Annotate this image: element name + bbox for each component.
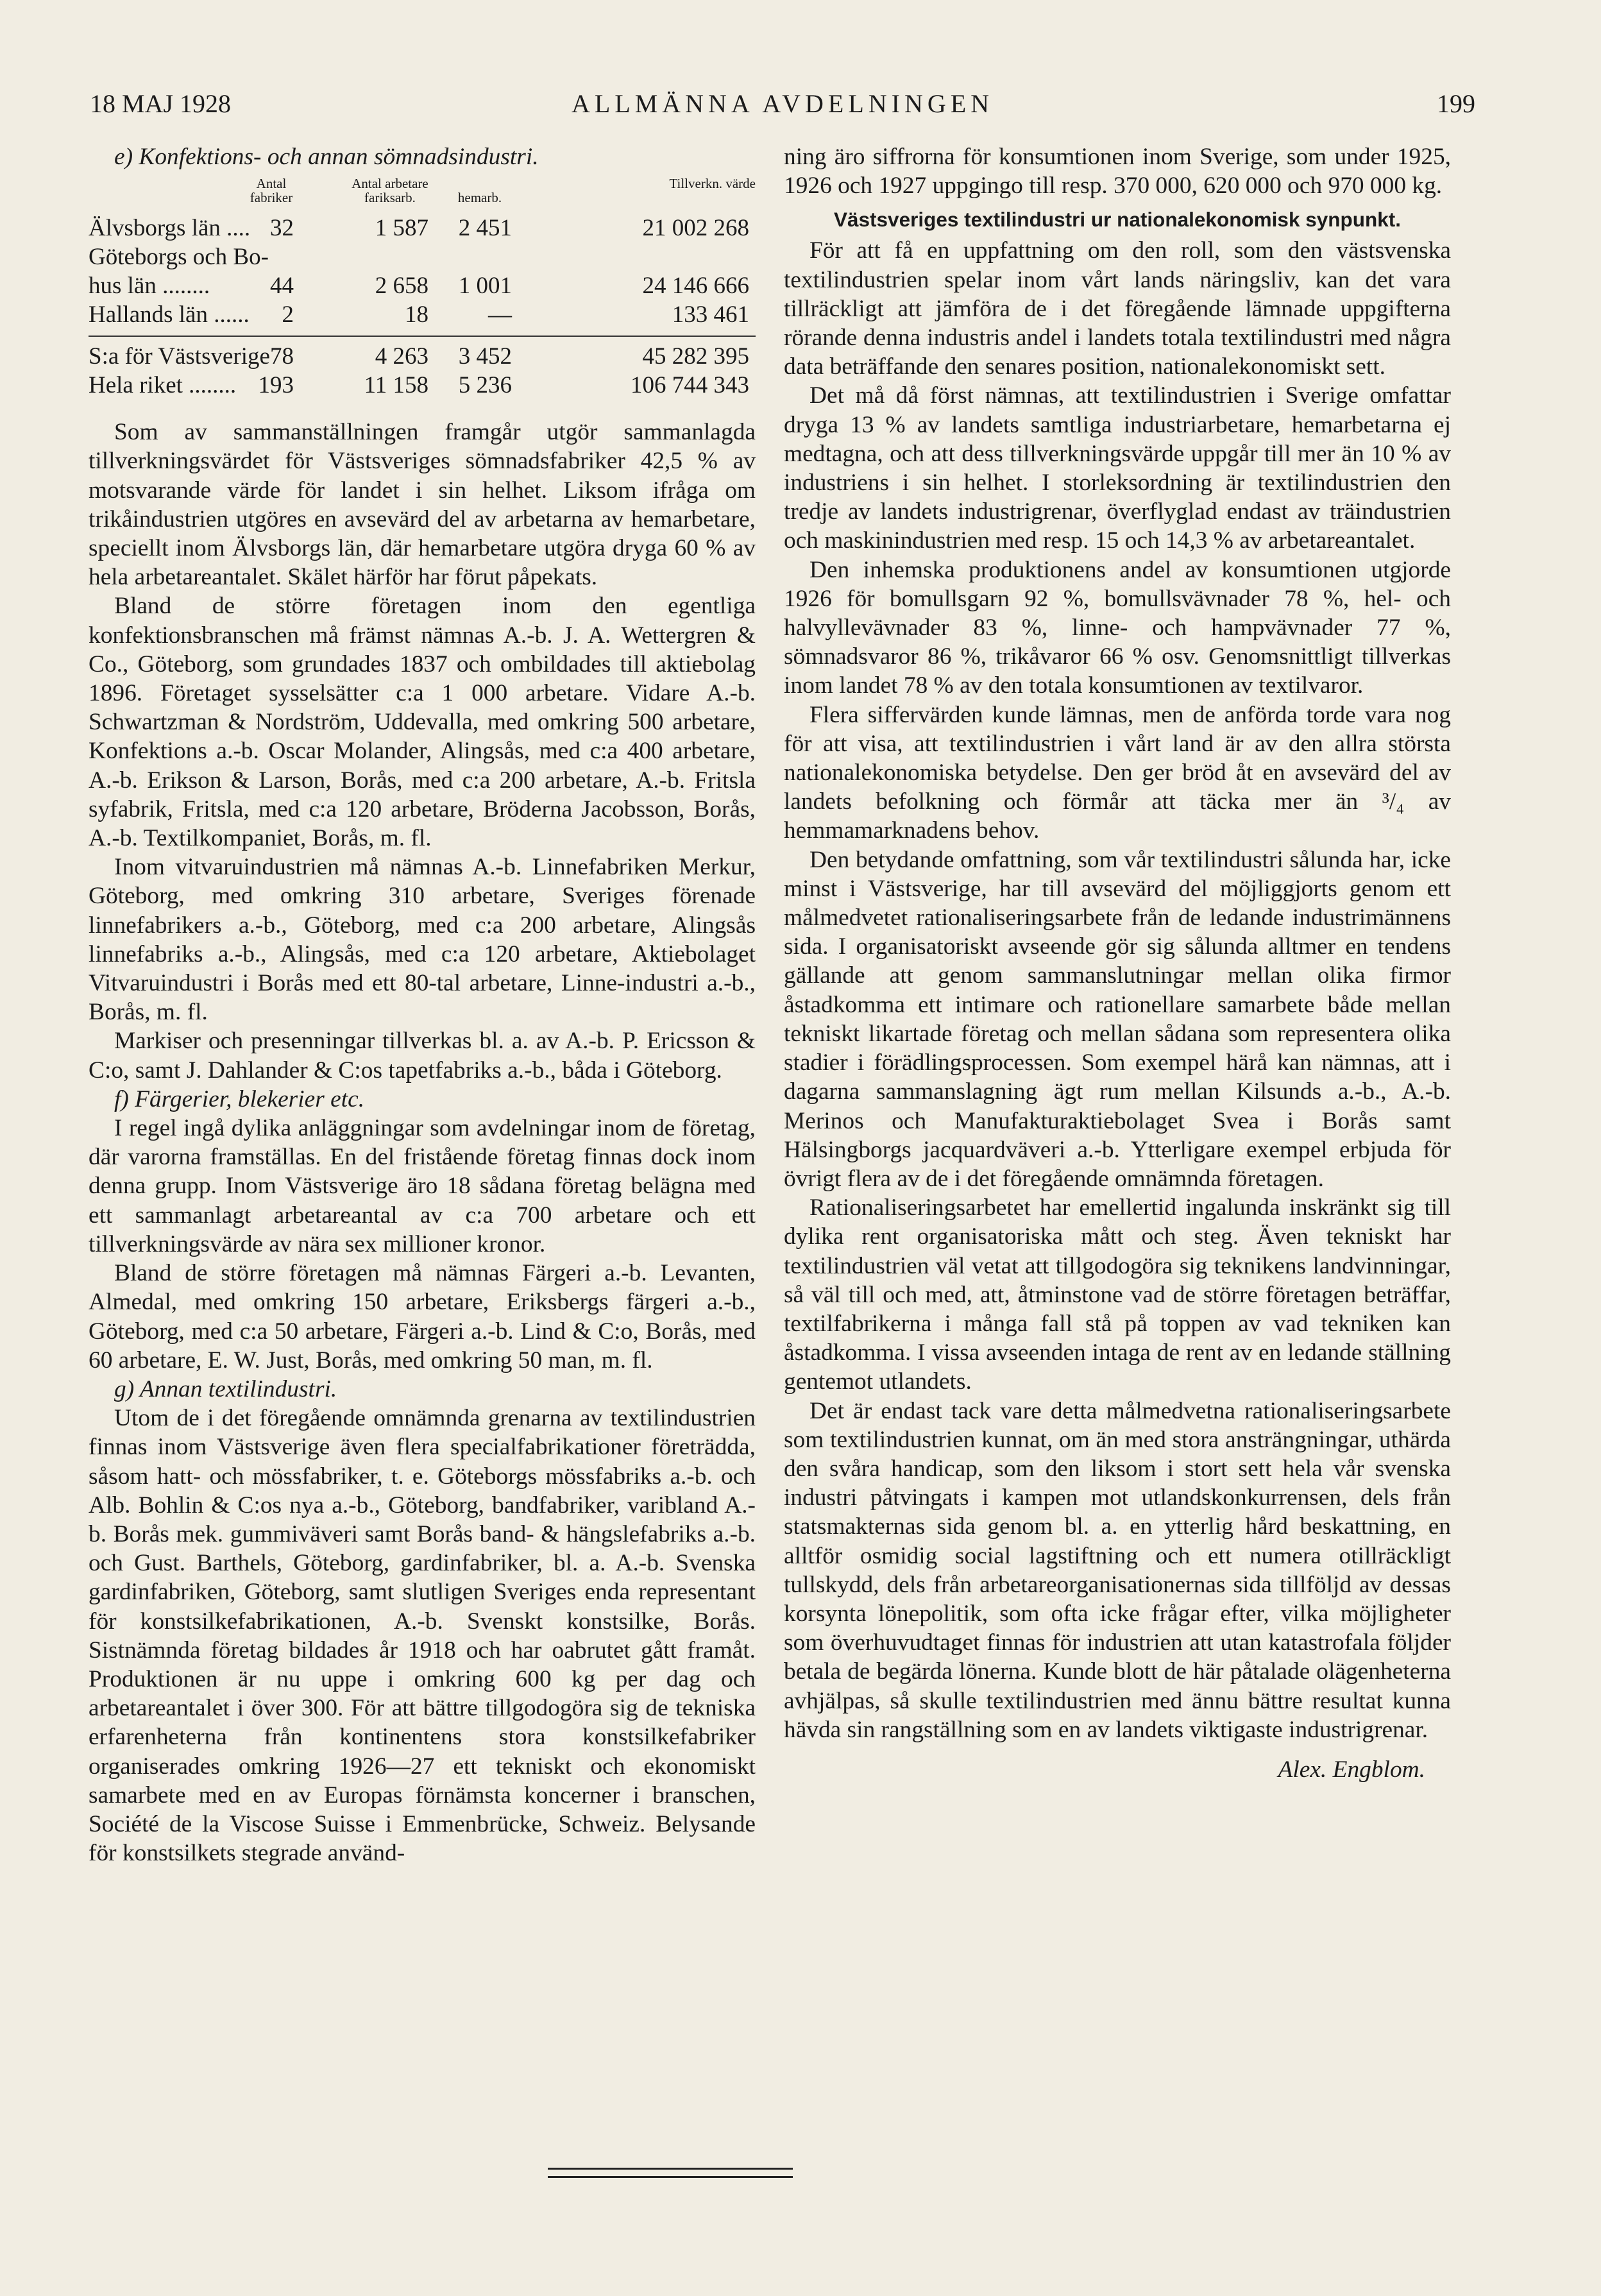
header-title: ALLMÄNNA AVDELNINGEN <box>571 89 994 118</box>
section-heading-g: g) Annan textilindustri. <box>114 1375 337 1402</box>
paragraph: Den betydande omfattning, som vår textilindustri sålunda har, icke minst i Västsverige, har till avsevärd del möjliggjorts genom ett målmedvetet rationaliseringsarbete från de ledande industrimännens sida. I organisatoriskt avseende gör sig sålunda alltmer en tendens gällande att genom sammanslutningar mellan olika firmor åstadkomma ett intimare och rationellare samarbete både mellan tekniskt likartade företag och mellan sådana som representera olika stadier i förädlingsprocessen. Som exempel härå kan nämnas, att i dagarna sammanslagning ägt rum mellan Kilsunds a.-b., A.-b. Merinos och Manufakturaktiebolaget Svea i Borås samt Hälsingborgs jacquardväveri a.-b. Ytterligare exempel erbjuda för övrigt flera av de i det föregående omnämnda företagen. <box>784 846 1451 1192</box>
col-header-fariksarb: Antal arbetare fariksarb. <box>352 176 428 206</box>
paragraph: Inom vitvaruindustrien må nämnas A.-b. Linnefabriken Merkur, Göteborg, med omkring 310 arbetare, Sveriges förenade linnefabrikers a.-b., Göteborg, med c:a 200 arbetare, Alingsås linnefabriks a.-b., Alingsås, med c:a 120 arbetare, Aktiebolaget Vitvaruindustri i Borås med ett 80-tal arbetare, Linne-industri a.-b., Borås, m. fl. <box>89 854 756 1026</box>
cell-fabriker: 44 <box>270 273 294 300</box>
section-heading-e: e) Konfektions- och annan sömnadsindustri. <box>114 144 539 170</box>
paragraph: Rationaliseringsarbetet har emellertid ingalunda inskränkt sig till dylika rent organisatoriska mått och steg. Även tekniskt har textilindustrien väl vetat att tillgodogöra sig teknikens landvinningar, så väl till och med, att, åtminstone vad de större företagen beträffar, textilfabrikerna i många fall stå på toppen av vad tekniken kan åstadkomma. I vissa avseenden intaga de rent av en ledande ställning gentemot utlandets. <box>784 1195 1451 1395</box>
row-label: Hallands län ...... <box>89 302 250 328</box>
bottom-divider <box>548 2168 793 2178</box>
cell-fariksarb: 4 263 <box>375 343 428 370</box>
col-header-varde: Tillverkn. värde <box>669 176 756 192</box>
header-date: 18 MAJ 1928 <box>90 89 232 118</box>
paragraph: För att få en uppfattning om den roll, som den västsvenska textilindustrien spelar inom vårt lands näringsliv, kan det vara tillräckligt att jämföra de i det föregående lämnade uppgifterna rörande denna industris andel i landets totala textilindustri med några data beträffande den senares position, nationalekonomiskt sett. <box>784 237 1451 380</box>
cell-hemarb: 3 452 <box>458 343 512 370</box>
paragraph: Bland de större företagen inom den egentliga konfektionsbranschen må främst nämnas A.-b. J. A. Wettergren & Co., Göteborg, som grundades 1837 och ombildades till aktiebolag 1896. Företaget sysselsätter c:a 1 000 arbetare. Vidare A.-b. Schwartzman & Nordström, Uddevalla, med omkring 500 arbetare, Konfektions a.-b. Oscar Molander, Alingsås, med c:a 400 arbetare, A.-b. Erikson & Larson, Borås, med c:a 200 arbetare, A.-b. Fritsla syfabrik, Fritsla, med c:a 120 arbetare, Bröderna Jacobsson, Borås, A.-b. Textilkompaniet, Borås, m. fl. <box>89 593 756 852</box>
paragraph: Som av sammanställningen framgår utgör sammanlagda tillverkningsvärdet för Västsveriges sömnadsfabriker 42,5 % av motsvarande värde för landet i sin helhet. Liksom ifråga om trikåindustrien utgöres en avsevärd del av arbetarna av hemarbetare, speciellt inom Älvsborgs län, där hemarbetare utgöra dryga 60 % av hela arbetareantalet. Skälet härför har förut påpekats. <box>89 419 756 591</box>
paragraph: Bland de större företagen må nämnas Färgeri a.-b. Levanten, Almedal, med omkring 150 arbetare, Eriksbergs färgeri a.-b., Göteborg, med c:a 50 arbetare, Färgeri a.-b. Lind & C:o, Borås, med 60 arbetare, E. W. Just, Borås, med omkring 50 man, m. fl. <box>89 1260 756 1373</box>
paragraph: Det är endast tack vare detta målmedvetna rationaliseringsarbete som textilindustrien kunnat, om än med stora ansträngningar, uthärda den svåra handicap, som den liksom i stort sett hela vår svenska industri påtvingats i kampen mot utlandskonkurrensen, dels från statsmakternas sida genom bl. a. en ytterlig hård beskattning, en alltför osmidig social lagstiftning och ett numera otillräckligt tullskydd, dels från arbetareorganisationernas sida tillföljd av dessas korsynta lönepolitik, som ofta icke frågar efter, vilka möjligheter som överhuvudtaget finnas för industrien att utan katastrofala följder betala de begärda lönerna. Kunde blott de här påtalade olägenheterna avhjälpas, så skulle textilindustrien med ännu bättre resultat kunna hävda sin rangställning som en av landets viktigaste industrigrenar. <box>784 1397 1451 1743</box>
paragraph: Det må då först nämnas, att textilindustrien i Sverige omfattar dryga 13 % av landets samtliga industriarbetare, hemarbetarna ej medtagna, och att dess tillverkningsvärde uppgår till mer än 10 % av industriens i sin helhet. I storleksordning är textilindustrien den tredje av landets industrigrenar, överflyglad endast av träindustrien och maskinindustrien med resp. 15 och 14,3 % av arbetareantalet. <box>784 382 1451 554</box>
paragraph: Utom de i det föregående omnämnda grenarna av textilindustrien finnas inom Västsverige även flera specialfabrikationer företrädda, såsom hatt- och mössfabriker, t. e. Göteborgs mössfabriks a.-b. och Alb. Bohlin & C:os nya a.-b., Göteborg, bandfabriker, varibland A.-b. Borås mek. gummiväveri samt Borås band- & hängslefabriks a.-b. och Gust. Barthels, Göteborg, gardinfabriker, bl. a. A.-b. Svenska gardinfabriken, Göteborg, samt slutligen Sveriges enda representant för konstsilkefabrikationen, A.-b. Svenskt konstsilke, Borås. Sistnämnda företag bildades år 1918 och har oabrutet gått framåt. Produktionen är nu uppe i omkring 600 kg per dag och arbetareantalet i över 300. För att bättre tillgodogöra sig de tekniska erfarenheterna från kontinentens stora konstsilkefabriker organiserades omkring 1926—27 ett tekniskt och ekonomiskt samarbete med en av Europas förnämsta koncerner i branschen, Société de la Viscose Suisse i Emmenbrücke, Schweiz. Belysande för konstsilkets stegrade använd- <box>89 1405 756 1867</box>
table-total-row <box>89 342 756 371</box>
cell-fariksarb: 18 <box>405 302 428 328</box>
row-label: Göteborgs och Bo- <box>89 244 269 271</box>
section-subheading: Västsveriges textilindustri ur nationalekonomisk synpunkt. <box>834 208 1401 232</box>
paragraph: Den inhemska produktionens andel av konsumtionen utgjorde 1926 för bomullsgarn 92 %, bomullsvävnader 78 %, hel- och halvyllevävnader 83 %, linne- och hampvävnader 77 %, sömnadsvaror 86 %, trikåvaror 66 % osv. Genomsnittligt tillverkas inom landet 78 % av den totala konsumtionen av textilvaror. <box>784 556 1451 699</box>
cell-fabriker: 78 <box>270 343 294 370</box>
paragraph: ning äro siffrorna för konsumtionen inom Sverige, som under 1925, 1926 och 1927 uppgingo till resp. 370 000, 620 000 och 970 000 kg. <box>784 144 1451 200</box>
paragraph: I regel ingå dylika anläggningar som avdelningar inom de företag, där varorna framställas. En del fristående företag finnas dock inom denna grupp. Inom Västsverige äro 18 sådana företag belägna med ett sammanlagt arbetareantal av c:a 700 arbetare och ett tillverkningsvärde av nära sex millioner kronor. <box>89 1115 756 1257</box>
cell-hemarb: — <box>488 302 512 328</box>
table-row <box>89 242 756 271</box>
author-signature: Alex. Engblom. <box>1278 1756 1425 1783</box>
row-label: S:a för Västsverige <box>89 343 270 370</box>
cell-fabriker: 2 <box>282 302 294 328</box>
paragraph: Flera siffervärden kunde lämnas, men de anförda torde vara nog för att visa, att textilindustrien i vårt land är av den allra största nationalekonomiska betydelse. Den ger bröd åt en avsevärd del av landets befolkning och förmår att täcka mer än ³/₄ av hemmamarknadens behov. <box>784 701 1451 844</box>
left-column <box>89 142 756 1867</box>
right-column <box>784 142 1451 1783</box>
table-divider <box>89 336 756 337</box>
cell-hemarb: 2 451 <box>458 215 512 242</box>
section-heading-f: f) Färgerier, blekerier etc. <box>114 1085 365 1112</box>
cell-fabriker: 32 <box>270 215 294 242</box>
cell-fariksarb: 1 587 <box>375 215 428 242</box>
cell-varde: 133 461 <box>672 302 749 328</box>
table-header <box>89 173 756 214</box>
cell-varde: 106 744 343 <box>631 372 749 399</box>
cell-varde: 24 146 666 <box>642 273 749 300</box>
row-label: Hela riket ........ <box>89 372 237 399</box>
col-header-hemarb: hemarb. <box>457 190 502 206</box>
table-row <box>89 214 756 242</box>
cell-hemarb: 1 001 <box>458 273 512 300</box>
table-total-row <box>89 371 756 400</box>
row-label: Älvsborgs län .... <box>89 215 251 242</box>
paragraph: Markiser och presenningar tillverkas bl. a. av A.-b. P. Ericsson & C:o, samt J. Dahlander & C:os tapetfabriks a.-b., båda i Göteborg. <box>89 1028 756 1084</box>
cell-fariksarb: 2 658 <box>375 273 428 300</box>
cell-varde: 45 282 395 <box>642 343 749 370</box>
page-header <box>90 89 1475 127</box>
cell-hemarb: 5 236 <box>458 372 512 399</box>
statistics-table <box>89 173 756 400</box>
col-header-fabriker: Antal fabriker <box>250 176 293 206</box>
table-row <box>89 300 756 329</box>
cell-varde: 21 002 268 <box>642 215 749 242</box>
cell-fariksarb: 11 158 <box>364 372 428 399</box>
page-number: 199 <box>1437 89 1475 118</box>
table-row <box>89 271 756 300</box>
cell-fabriker: 193 <box>258 372 294 399</box>
row-label: hus län ........ <box>89 273 210 300</box>
